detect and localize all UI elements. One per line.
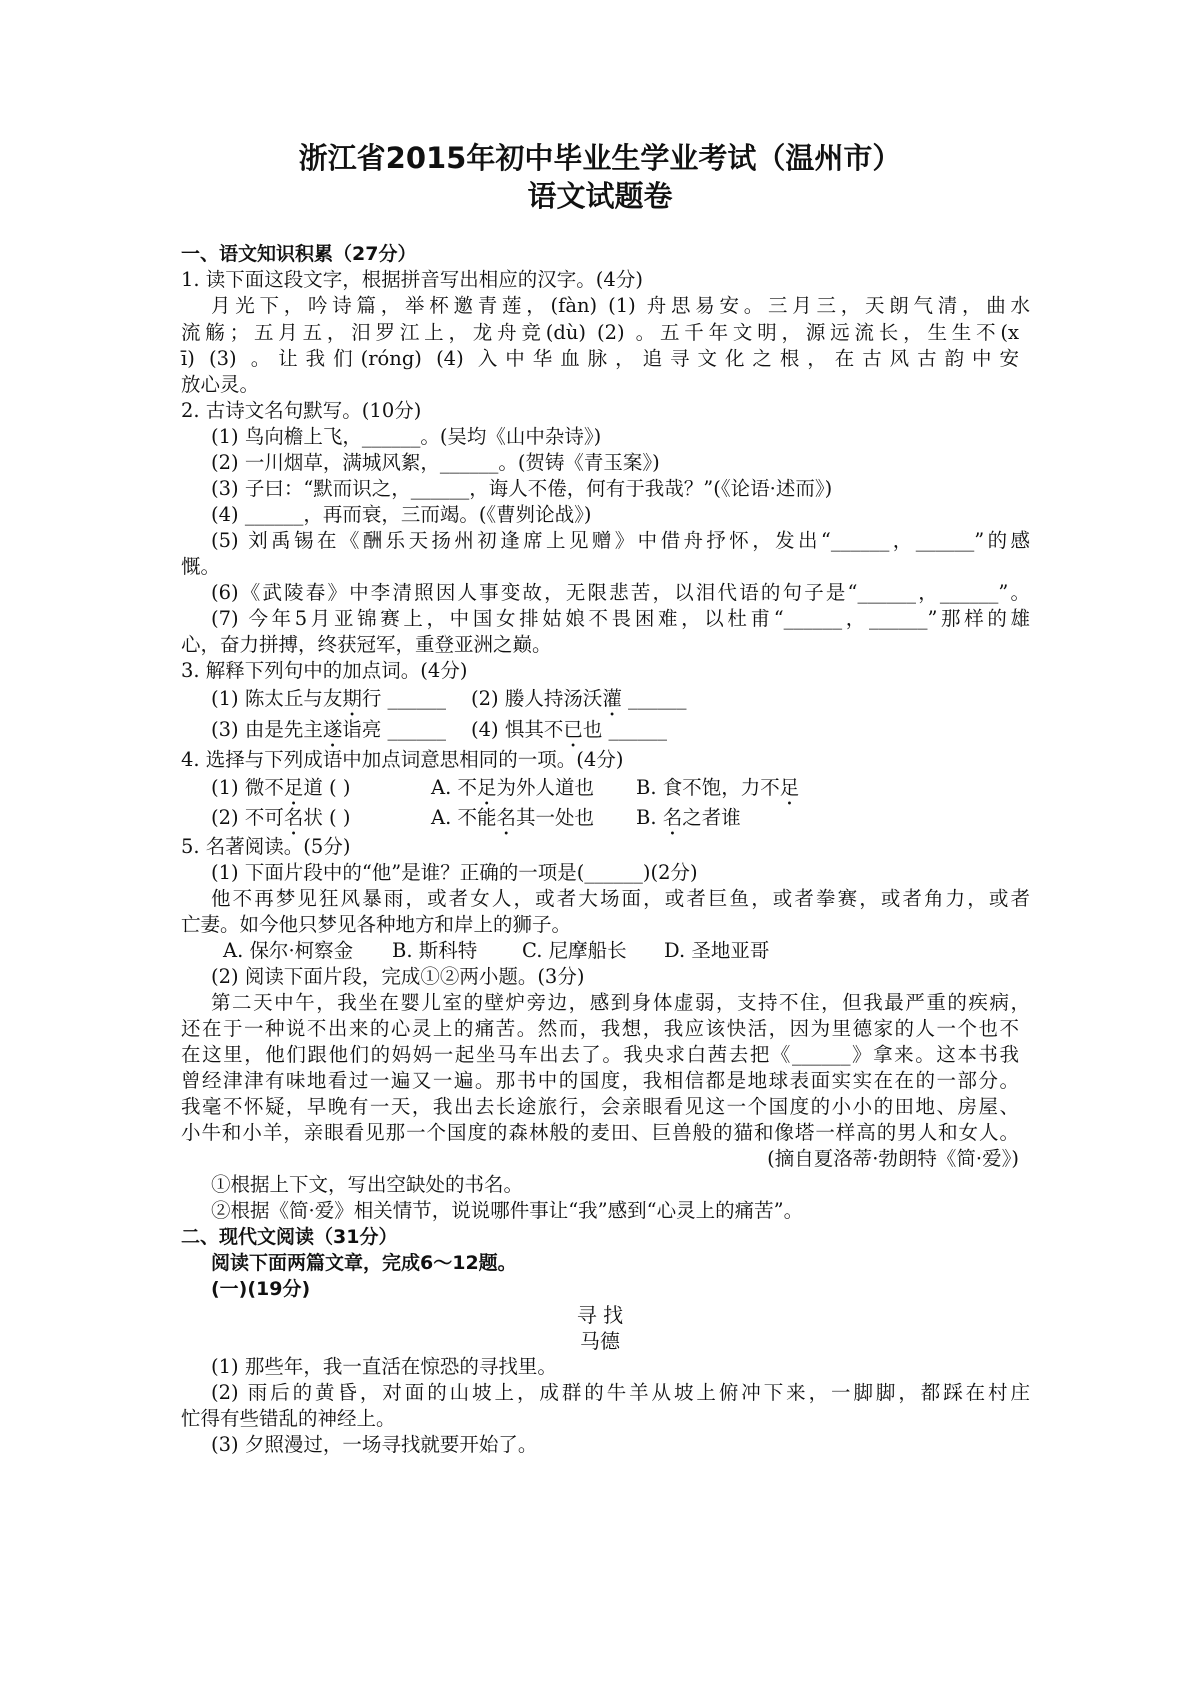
q2-stem: 2. 古诗文名句默写。(10分): [181, 399, 422, 422]
emphasis-mark: 足: [283, 776, 304, 799]
exam-subtitle: 语文试题卷: [527, 179, 673, 213]
q3-item-1: (1) 陈太丘与友期行 ______: [211, 687, 447, 710]
q5-option-d: D. 圣地亚哥: [664, 939, 770, 962]
emphasis-mark: 名: [283, 806, 304, 829]
q3-item-4: (4) 惧其不已也 ______: [471, 718, 668, 741]
q5-option-c: C. 尼摩船长: [522, 939, 627, 962]
passage-1-label: (一)(19分): [211, 1278, 311, 1300]
q5-excerpt-2-line-1: 第二天中午，我坐在婴儿室的壁炉旁边，感到身体虚弱，支持不住，但我最严重的疾病，: [211, 991, 1030, 1014]
q5-stem: 5. 名著阅读。(5分): [181, 835, 351, 858]
q1-line-1: 月光下，吟诗篇，举杯邀青莲，(fàn) (1) 舟思易安。三月三，天朗气清，曲水: [211, 294, 1030, 317]
q1-line-2: 流觞；五月五，汨罗江上，龙舟竞(dù) (2) 。五千年文明，源远流长，生生不(x: [181, 321, 1019, 344]
q4-item-1-option-b: B. 食不饱，力不足: [636, 776, 800, 799]
q5-excerpt-2-line-4: 曾经津津有味地看过一遍又一遍。那书中的国度，我相信都是地球表面实实在在的一部分。: [181, 1069, 1019, 1092]
q2-item-7-cont: 心，奋力拼搏，终获冠军，重登亚洲之巅。: [181, 633, 552, 656]
emphasis-mark: 已: [563, 718, 583, 741]
essay-paragraph-2-cont: 忙得有些错乱的神经上。: [181, 1407, 396, 1430]
q1-line-4: 放心灵。: [181, 373, 260, 396]
q5-excerpt-1-line-1: 他不再梦见狂风暴雨，或者女人，或者大场面，或者巨鱼，或者拳赛，或者角力，或者: [211, 887, 1030, 910]
q2-item-6: (6)《武陵春》中李清照因人事变故，无限悲苦，以泪代语的句子是“______，______”。: [211, 581, 1030, 604]
emphasis-mark: 足: [476, 776, 497, 799]
q3-item-3: (3) 由是先主遂诣亮 ______: [211, 718, 447, 741]
q2-item-1: (1) 鸟向檐上飞，______。(吴均《山中杂诗》): [211, 425, 602, 448]
q5-part-1-stem: (1) 下面片段中的“他”是谁？正确的一项是(______)(2分): [211, 861, 698, 884]
q5-part-2-stem: (2) 阅读下面片段，完成①②两小题。(3分): [211, 965, 585, 988]
q5-option-b: B. 斯科特: [392, 939, 478, 962]
q4-item-2-option-b: B. 名之者谁: [636, 806, 741, 829]
q2-item-5: (5) 刘禹锡在《酬乐天扬州初逢席上见赠》中借舟抒怀，发出“______，______”的感: [211, 529, 1030, 552]
q4-stem: 4. 选择与下列成语中加点词意思相同的一项。(4分): [181, 748, 624, 771]
essay-author: 马德: [580, 1329, 620, 1353]
essay-title: 寻 找: [576, 1303, 624, 1327]
emphasis-mark: 遂: [322, 718, 343, 741]
q5-excerpt-2-line-2: 还在于一种说不出来的心灵上的痛苦。然而，我想，我应该快活，因为里德家的人一个也不: [181, 1017, 1019, 1040]
q5-subquestion-2: ②根据《简·爱》相关情节，说说哪件事让“我”感到“心灵上的痛苦”。: [211, 1199, 804, 1222]
q1-stem: 1. 读下面这段文字，根据拼音写出相应的汉字。(4分): [181, 268, 643, 291]
q2-item-4: (4) ______，再而衰，三而竭。(《曹刿论战》): [211, 503, 592, 526]
essay-paragraph-3: (3) 夕照漫过，一场寻找就要开始了。: [211, 1433, 538, 1456]
emphasis-mark: 足: [779, 776, 800, 799]
q2-item-3: (3) 子曰：“默而识之，______，诲人不倦，何有于我哉？”(《论语·述而》): [211, 477, 833, 500]
q4-item-1: (1) 微不足道 ( ): [211, 776, 351, 799]
section-2-heading: 二、现代文阅读（31分）: [181, 1226, 398, 1248]
section-1-heading: 一、语文知识积累（27分）: [181, 243, 417, 265]
emphasis-mark: 灌: [602, 687, 622, 710]
q3-stem: 3. 解释下列句中的加点词。(4分): [181, 659, 468, 682]
section-2-intro: 阅读下面两篇文章，完成6～12题。: [211, 1252, 517, 1274]
q3-item-2: (2) 媵人持汤沃灌 ______: [471, 687, 687, 710]
q5-option-a: A. 保尔·柯察金: [223, 939, 354, 962]
essay-paragraph-2: (2) 雨后的黄昏，对面的山坡上，成群的牛羊从坡上俯冲下来，一脚脚，都踩在村庄: [211, 1381, 1030, 1404]
q5-excerpt-2-line-6: 小牛和小羊，亲眼看见那一个国度的森林般的麦田、巨兽般的猫和像塔一样高的男人和女人。: [181, 1121, 1019, 1144]
q4-item-2: (2) 不可名状 ( ): [211, 806, 351, 829]
q2-item-7: (7) 今年5月亚锦赛上，中国女排姑娘不畏困难，以杜甫“______，______”那样的雄: [211, 607, 1030, 630]
essay-paragraph-1: (1) 那些年，我一直活在惊恐的寻找里。: [211, 1355, 557, 1378]
exam-title: 浙江省2015年初中毕业生学业考试（温州市）: [298, 141, 902, 175]
emphasis-mark: 名: [662, 806, 683, 829]
q2-item-2: (2) 一川烟草，满城风絮，______。(贺铸《青玉案》): [211, 451, 660, 474]
q5-excerpt-2-line-3: 在这里，他们跟他们的妈妈一起坐马车出去了。我央求白茜去把《______》拿来。这本书我: [181, 1043, 1019, 1066]
emphasis-mark: 期: [342, 687, 362, 710]
q4-item-2-option-a: A. 不能名其一处也: [431, 806, 595, 829]
emphasis-mark: 名: [496, 806, 516, 829]
q5-subquestion-1: ①根据上下文，写出空缺处的书名。: [211, 1173, 524, 1196]
q1-line-3: ī) (3) 。让我们(róng) (4) 入中华血脉，追寻文化之根，在古风古韵中安: [181, 347, 1019, 370]
q5-excerpt-1-line-2: 亡妻。如今他只梦见各种地方和岸上的狮子。: [181, 913, 572, 936]
q4-item-1-option-a: A. 不足为外人道也: [431, 776, 595, 799]
q5-excerpt-source: (摘自夏洛蒂·勃朗特《简·爱》): [767, 1147, 1019, 1170]
q5-excerpt-2-line-5: 我毫不怀疑，早晚有一天，我出去长途旅行，会亲眼看见这一个国度的小小的田地、房屋、: [181, 1095, 1019, 1118]
q2-item-5-cont: 慨。: [181, 555, 221, 578]
